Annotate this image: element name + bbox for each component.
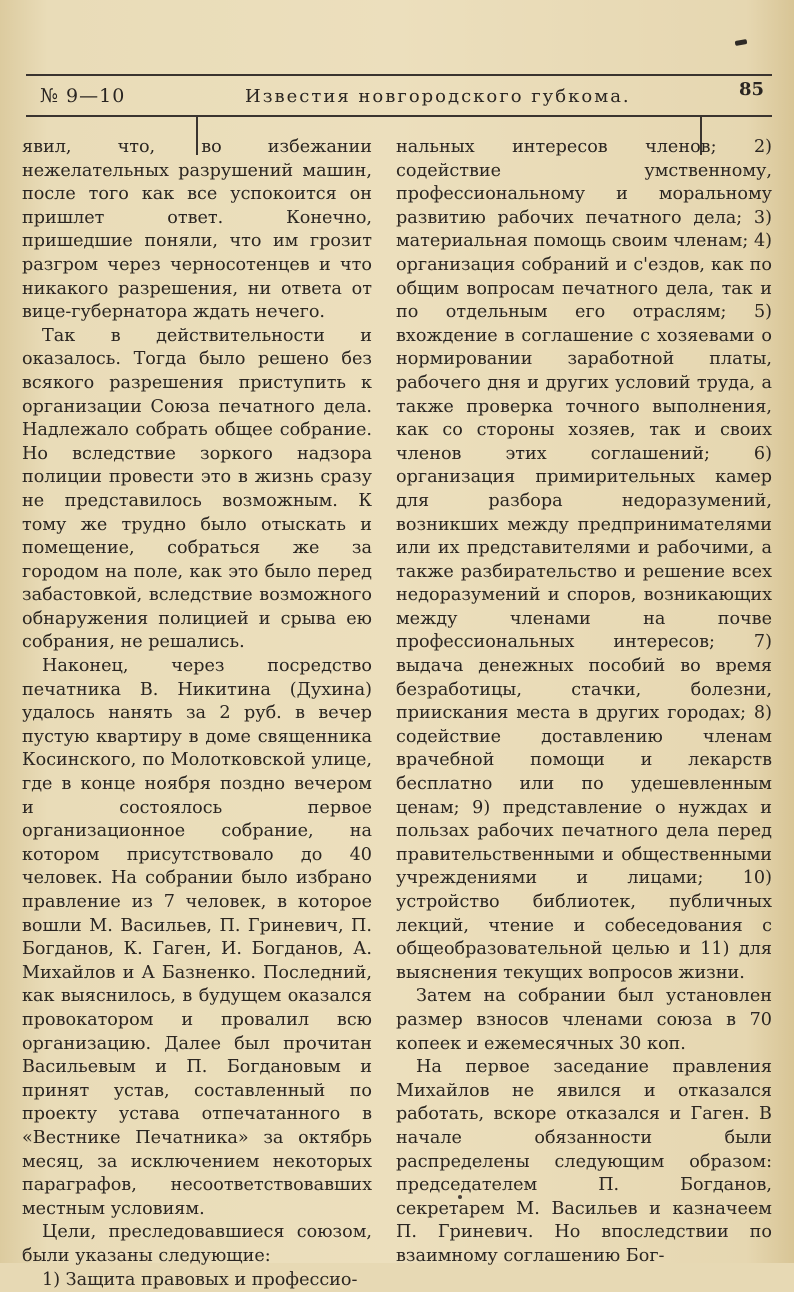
ink-speck <box>458 1195 462 1199</box>
left-column <box>22 136 372 1292</box>
paragraph: 1) Защита правовых и профессио- <box>22 1269 372 1292</box>
paragraph: Затем на собрании был установлен размер взносов членами союза в 70 копеек и ежемесячных 30 коп. <box>396 985 772 1056</box>
page-number: 85 <box>704 79 772 100</box>
paragraph: явил, что, во избежании нежелательных разрушений машин, после того как все успокоится он пришлет ответ. Конечно, пришедшие поняли, что им грозит разгром через черносотенцев и что никакого разрешения, ни ответа от вице-губернатора ждать нечего. <box>22 136 372 325</box>
paragraph: Цели, преследовавшиеся союзом, были указаны следующие: <box>22 1221 372 1268</box>
paragraph: Так в действительности и оказалось. Тогда было решено без всякого разрешения приступить к организации Союза печатного дела. Надлежало собрать общее собрание. Но вследствие зоркого надзора полиции провести это в жизнь сразу не представилось возможным. К тому же трудно было отыскать и помещение, собраться же за городом на поле, как это было перед забастовкой, вследствие возможного обнаружения полицией и срыва ею собрания, не решались. <box>22 325 372 655</box>
paragraph: нальных интересов членов; 2) содействие умственному, профессиональному и моральному развитию рабочих печатного дела; 3) материальная помощь своим членам; 4) организация собраний и с'ездов, как по общим вопросам печатного дела, так и по отдельным его отраслям; 5) вхождение в соглашение с хозяевами о нормировании заработной платы, рабочего дня и других условий труда, а также проверка точного выполнения, как со стороны хозяев, так и своих членов этих соглашений; 6) организация примирительных камер для разбора недоразумений, возникших между предпринимателями или их представителями и рабочими, а также разбирательство и решение всех недоразумений и споров, возникающих между членами на почве профессиональных интересов; 7) выдача денежных пособий во время безработицы, стачки, болезни, приискания места в других городах; 8) содействие доставлению членам врачебной помощи и лекарств бесплатно или по удешевленным ценам; 9) представление о нуждах и пользах рабочих печатного дела перед правительственными и общественными учреждениями и лицами; 10) устройство библиотек, публичных лекций, чтение и собеседования с общеобразовательной целью и 11) для выяснения текущих вопросов жизни. <box>396 136 772 985</box>
header-rule-bottom <box>26 115 772 117</box>
journal-title: Известия новгородского губкома. <box>220 86 704 107</box>
page-header <box>26 78 772 114</box>
issue-number: № 9—10 <box>26 85 220 107</box>
paragraph: Наконец, через посредство печатника В. Никитина (Духина) удалось нанять за 2 руб. в вечер пустую квартиру в доме священника Косинского, по Молотковской улице, где в конце ноября поздно вечером и состоялось первое организационное собрание, на котором присутствовало до 40 человек. На собрании было избрано правление из 7 человек, в которое вошли М. Васильев, П. Гриневич, П. Богданов, К. Гаген, И. Богданов, А. Михайлов и А Базненко. Последний, как выяснилось, в будущем оказался провокатором и провалил всю организацию. Далее был прочитан Васильевым и П. Богдановым и принят устав, составленный по проекту устава отпечатанного в «Вестнике Печатника» за октябрь месяц, за исключением некоторых параграфов, несоответствовавших местным условиям. <box>22 655 372 1221</box>
right-column <box>396 136 772 1269</box>
header-rule-top <box>26 74 772 76</box>
ink-mark <box>735 39 748 46</box>
paragraph: На первое заседание правления Михайлов не явился и отказался работать, вскоре отказался и Гаген. В начале обязанности были распределены следующим образом: председателем П. Богданов, секретарем М. Васильев и казначеем П. Гриневич. Но впоследствии по взаимному соглашению Бог- <box>396 1056 772 1268</box>
